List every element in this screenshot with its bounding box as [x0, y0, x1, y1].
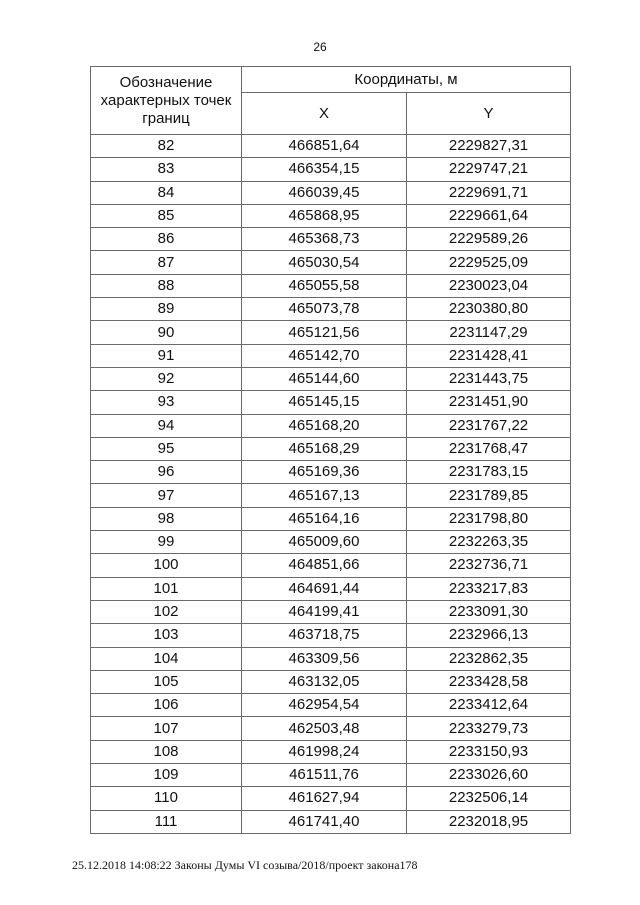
coord-x: 464199,41	[242, 600, 407, 623]
coord-y: 2233026,60	[407, 764, 571, 787]
coord-y: 2232736,71	[407, 554, 571, 577]
point-number: 101	[91, 577, 242, 600]
coord-x: 465868,95	[242, 204, 407, 227]
point-number: 88	[91, 274, 242, 297]
coord-x: 461627,94	[242, 787, 407, 810]
table-row	[91, 228, 571, 251]
footer-stamp: 25.12.2018 14:08:22 Законы Думы VI созыва/2018/проект закона178	[72, 858, 418, 872]
coord-y: 2231443,75	[407, 367, 571, 390]
point-number: 86	[91, 228, 242, 251]
table-row	[91, 437, 571, 460]
table-header	[91, 67, 571, 135]
coord-x: 461998,24	[242, 740, 407, 763]
coord-y: 2230023,04	[407, 274, 571, 297]
table-row	[91, 531, 571, 554]
point-number: 99	[91, 531, 242, 554]
coord-y: 2233091,30	[407, 600, 571, 623]
point-number: 84	[91, 181, 242, 204]
coord-y: 2231783,15	[407, 461, 571, 484]
coord-y: 2229827,31	[407, 135, 571, 158]
coord-x: 464851,66	[242, 554, 407, 577]
coord-y: 2233217,83	[407, 577, 571, 600]
coord-y: 2232506,14	[407, 787, 571, 810]
coord-y: 2231768,47	[407, 437, 571, 460]
coord-y: 2233279,73	[407, 717, 571, 740]
coord-y: 2231451,90	[407, 391, 571, 414]
coord-x: 463132,05	[242, 670, 407, 693]
point-number: 89	[91, 298, 242, 321]
coord-x: 465009,60	[242, 531, 407, 554]
table-row	[91, 717, 571, 740]
table-row	[91, 647, 571, 670]
point-number: 104	[91, 647, 242, 670]
coord-y: 2230380,80	[407, 298, 571, 321]
coord-y: 2229691,71	[407, 181, 571, 204]
table-row	[91, 507, 571, 530]
point-number: 93	[91, 391, 242, 414]
table-row	[91, 274, 571, 297]
table-row	[91, 321, 571, 344]
coord-y: 2231767,22	[407, 414, 571, 437]
coord-x: 463309,56	[242, 647, 407, 670]
header-y: Y	[407, 93, 571, 135]
point-number: 85	[91, 204, 242, 227]
point-number: 82	[91, 135, 242, 158]
coord-y: 2231147,29	[407, 321, 571, 344]
point-number: 96	[91, 461, 242, 484]
table-row	[91, 787, 571, 810]
point-number: 106	[91, 694, 242, 717]
coord-y: 2232018,95	[407, 810, 571, 833]
coord-x: 463718,75	[242, 624, 407, 647]
coord-y: 2233150,93	[407, 740, 571, 763]
table-row	[91, 764, 571, 787]
coord-x: 465169,36	[242, 461, 407, 484]
coord-y: 2231798,80	[407, 507, 571, 530]
coordinates-table	[90, 66, 571, 834]
coord-x: 465142,70	[242, 344, 407, 367]
header-designation: Обозначение характерных точек границ	[91, 67, 242, 135]
coord-x: 465168,29	[242, 437, 407, 460]
coord-x: 465144,60	[242, 367, 407, 390]
table-row	[91, 298, 571, 321]
point-number: 107	[91, 717, 242, 740]
coord-x: 466039,45	[242, 181, 407, 204]
point-number: 83	[91, 158, 242, 181]
point-number: 90	[91, 321, 242, 344]
header-coordinates: Координаты, м	[242, 67, 571, 93]
table-row	[91, 158, 571, 181]
point-number: 109	[91, 764, 242, 787]
table-row	[91, 204, 571, 227]
point-number: 87	[91, 251, 242, 274]
coord-y: 2233412,64	[407, 694, 571, 717]
coord-x: 465030,54	[242, 251, 407, 274]
point-number: 100	[91, 554, 242, 577]
coord-y: 2229589,26	[407, 228, 571, 251]
coord-x: 466354,15	[242, 158, 407, 181]
coord-x: 465167,13	[242, 484, 407, 507]
coord-x: 461741,40	[242, 810, 407, 833]
point-number: 102	[91, 600, 242, 623]
coord-y: 2231789,85	[407, 484, 571, 507]
point-number: 98	[91, 507, 242, 530]
coord-x: 464691,44	[242, 577, 407, 600]
table-row	[91, 367, 571, 390]
coord-y: 2229661,64	[407, 204, 571, 227]
point-number: 105	[91, 670, 242, 693]
point-number: 94	[91, 414, 242, 437]
table-row	[91, 670, 571, 693]
table-row	[91, 554, 571, 577]
coord-x: 465368,73	[242, 228, 407, 251]
page-number: 26	[313, 40, 327, 54]
table-body	[91, 135, 571, 834]
coord-y: 2233428,58	[407, 670, 571, 693]
table-row	[91, 484, 571, 507]
coord-y: 2232263,35	[407, 531, 571, 554]
table-row	[91, 740, 571, 763]
point-number: 95	[91, 437, 242, 460]
coord-x: 461511,76	[242, 764, 407, 787]
coord-y: 2229525,09	[407, 251, 571, 274]
coord-y: 2232966,13	[407, 624, 571, 647]
table-row	[91, 600, 571, 623]
table-row	[91, 344, 571, 367]
table-row	[91, 391, 571, 414]
point-number: 91	[91, 344, 242, 367]
coord-x: 466851,64	[242, 135, 407, 158]
coord-x: 462954,54	[242, 694, 407, 717]
coord-y: 2229747,21	[407, 158, 571, 181]
table-row	[91, 577, 571, 600]
coord-x: 462503,48	[242, 717, 407, 740]
table-row	[91, 414, 571, 437]
point-number: 92	[91, 367, 242, 390]
coord-x: 465073,78	[242, 298, 407, 321]
table-row	[91, 694, 571, 717]
point-number: 103	[91, 624, 242, 647]
point-number: 108	[91, 740, 242, 763]
coord-y: 2231428,41	[407, 344, 571, 367]
table-row	[91, 251, 571, 274]
point-number: 111	[91, 810, 242, 833]
header-x: X	[242, 93, 407, 135]
table-row	[91, 461, 571, 484]
coord-y: 2232862,35	[407, 647, 571, 670]
coord-x: 465168,20	[242, 414, 407, 437]
table-row	[91, 810, 571, 833]
coord-x: 465164,16	[242, 507, 407, 530]
table-row	[91, 624, 571, 647]
coord-x: 465145,15	[242, 391, 407, 414]
table-row	[91, 181, 571, 204]
coord-x: 465055,58	[242, 274, 407, 297]
coord-x: 465121,56	[242, 321, 407, 344]
point-number: 97	[91, 484, 242, 507]
table-row	[91, 135, 571, 158]
point-number: 110	[91, 787, 242, 810]
